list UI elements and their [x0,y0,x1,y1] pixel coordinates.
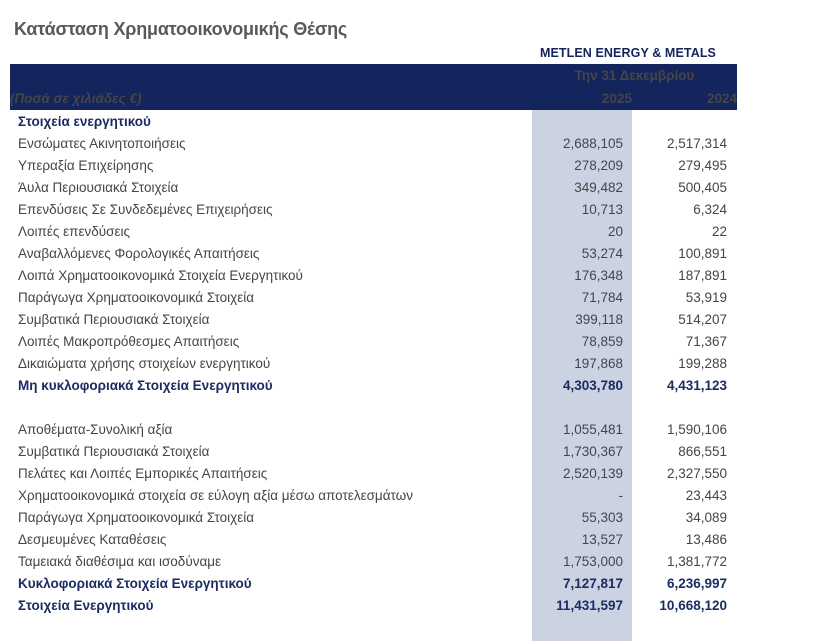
value-2024: 6,236,997 [666,575,727,591]
page-title: Κατάσταση Χρηματοοικονομικής Θέσης [14,19,348,39]
row-label: Μη κυκλοφοριακά Στοιχεία Ενεργητικού [18,377,273,393]
value-2024 [632,110,737,132]
row-label: Υπεραξία Επιχείρησης [18,157,154,173]
balance-sheet-table [10,64,737,641]
table-row [10,308,737,330]
value-2025: 399,118 [532,308,632,330]
row-label [10,616,532,641]
value-2025: 176,348 [532,264,632,286]
row-label: Ταμειακά διαθέσιμα και ισοδύναμε [18,553,222,569]
value-2024: 1,381,772 [666,553,727,569]
value-2025 [532,616,632,641]
value-2024: 13,486 [685,531,727,547]
row-label: Συμβατικά Περιουσιακά Στοιχεία [18,311,210,327]
table-row [10,528,737,550]
value-2025 [532,396,632,418]
header-blank-cell [10,64,532,86]
value-2025: 278,209 [532,154,632,176]
row-label: Λοιπές Μακροπρόθεσμες Απαιτήσεις [18,333,240,349]
value-2025: 13,527 [532,528,632,550]
table-row [10,396,737,418]
value-2025: 2,688,105 [532,132,632,154]
company-name: METLEN ENERGY & METALS [539,46,716,60]
value-2025: - [532,484,632,506]
row-label: Επενδύσεις Σε Συνδεδεμένες Επιχειρήσεις [18,201,273,217]
value-2024: 22 [711,223,727,239]
row-label: Κυκλοφοριακά Στοιχεία Ενεργητικού [18,575,252,591]
table-row [10,154,737,176]
value-2024 [632,616,737,641]
row-label: Άυλα Περιουσιακά Στοιχεία [18,179,179,195]
table-row [10,506,737,528]
unit-note: (Ποσά σε χιλιάδες €) [10,86,532,110]
value-2024: 514,207 [678,311,727,327]
period-header: Την 31 Δεκεμβρίου [532,64,737,86]
value-2024: 6,324 [693,201,727,217]
value-2025: 10,713 [532,198,632,220]
financial-position-table [10,64,737,641]
value-2025: 4,303,780 [532,374,632,396]
table-row [10,176,737,198]
table-row [10,264,737,286]
table-row [10,484,737,506]
table-row [10,616,737,641]
value-2024: 199,288 [678,355,727,371]
value-2025: 2,520,139 [532,462,632,484]
row-label: Χρηματοοικονομικά στοιχεία σε εύλογη αξία μέσω αποτελεσμάτων [18,487,413,503]
column-header-2024: 2024 [632,86,737,110]
value-2025: 1,730,367 [532,440,632,462]
row-label: Πελάτες και Λοιπές Εμπορικές Απαιτήσεις [18,465,268,481]
value-2025: 20 [532,220,632,242]
row-label: Αποθέματα-Συνολική αξία [18,421,173,437]
row-label: Αναβαλλόμενες Φορολογικές Απαιτήσεις [18,245,260,261]
row-label [10,396,532,418]
value-2025: 53,274 [532,242,632,264]
table-row [10,220,737,242]
row-label: Στοιχεία Ενεργητικού [18,597,154,613]
value-2024 [632,396,737,418]
table-row [10,132,737,154]
table-row [10,330,737,352]
value-2025: 1,753,000 [532,550,632,572]
table-row [10,286,737,308]
table-row [10,440,737,462]
row-label: Παράγωγα Χρηματοοικονομικά Στοιχεία [18,289,255,305]
value-2025: 1,055,481 [532,418,632,440]
table-row [10,572,737,594]
value-2024: 10,668,120 [659,597,727,613]
row-label: Συμβατικά Περιουσιακά Στοιχεία [18,443,210,459]
table-row [10,198,737,220]
value-2025: 11,431,597 [532,594,632,616]
row-label: Λοιπά Χρηματοοικονομικά Στοιχεία Ενεργητικού [18,267,303,283]
value-2024: 53,919 [685,289,727,305]
value-2025 [532,110,632,132]
column-header-row [10,86,737,110]
value-2025: 7,127,817 [532,572,632,594]
value-2025: 55,303 [532,506,632,528]
value-2024: 279,495 [678,157,727,173]
value-2024: 1,590,106 [666,421,727,437]
value-2024: 23,443 [685,487,727,503]
table-header [10,64,737,110]
value-2024: 187,891 [678,267,727,283]
value-2024: 100,891 [678,245,727,261]
table-row [10,550,737,572]
column-header-2025: 2025 [532,86,632,110]
table-row [10,594,737,616]
value-2025: 349,482 [532,176,632,198]
table-row [10,110,737,132]
row-label: Ενσώματες Ακινητοποιήσεις [18,135,186,151]
value-2025: 71,784 [532,286,632,308]
value-2024: 866,551 [678,443,727,459]
table-row [10,418,737,440]
value-2024: 71,367 [685,333,727,349]
value-2025: 78,859 [532,330,632,352]
value-2024: 2,517,314 [666,135,727,151]
value-2024: 2,327,550 [666,465,727,481]
table-row [10,242,737,264]
row-label: Δεσμευμένες Καταθέσεις [18,531,167,547]
table-row [10,352,737,374]
value-2024: 500,405 [678,179,727,195]
table-row [10,462,737,484]
row-label: Λοιπές επενδύσεις [18,223,130,239]
row-label: Παράγωγα Χρηματοοικονομικά Στοιχεία [18,509,255,525]
value-2024: 4,431,123 [666,377,727,393]
table-body [10,110,737,641]
row-label: Στοιχεία ενεργητικού [18,113,151,129]
value-2024: 34,089 [685,509,727,525]
row-label: Δικαιώματα χρήσης στοιχείων ενεργητικού [18,355,271,371]
value-2025: 197,868 [532,352,632,374]
table-row [10,374,737,396]
period-header-row [10,64,737,86]
